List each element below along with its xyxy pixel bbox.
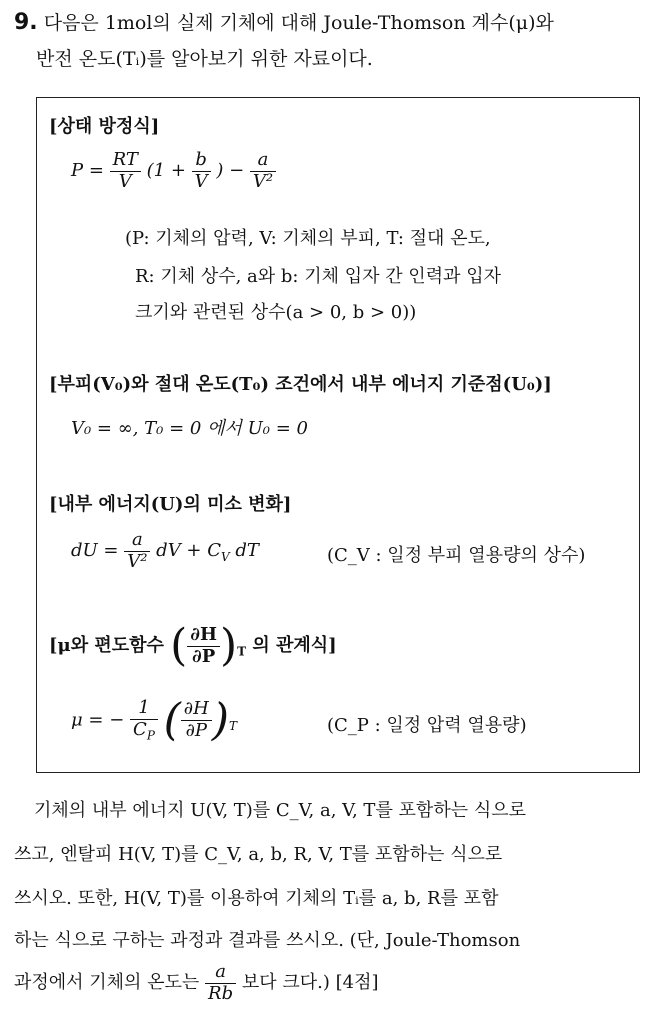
eq3-num: a bbox=[124, 530, 150, 552]
body-line-5 bbox=[14, 962, 378, 1004]
eq4-g-num: ∂H bbox=[181, 699, 212, 721]
eq4-g-den: ∂P bbox=[185, 720, 208, 742]
eq1-paren-open: (1 + bbox=[146, 160, 192, 182]
question-text-1: 다음은 1mol의 실제 기체에 대해 Joule-Thomson 계수(μ)와 bbox=[43, 12, 554, 34]
eq3-rest: dV + C bbox=[156, 540, 221, 562]
eq1-f1-num: RT bbox=[110, 150, 141, 172]
eq4-frac-1 bbox=[130, 698, 158, 743]
state-equation bbox=[71, 150, 276, 192]
section-title-mu-relation: [μ와 편도함수 ( $\frac{\partial H}{\partial P}$ )$_T$ 의 관계식] bbox=[49, 620, 337, 671]
eq4-lhs: μ = − bbox=[71, 709, 131, 731]
eq3-sub: V bbox=[221, 549, 230, 564]
eq4-note: (C_P : 일정 압력 열용량) bbox=[327, 715, 527, 736]
section4-frac-den: ∂P bbox=[192, 645, 216, 667]
body-line-2: 쓰고, 엔탈피 H(V, T)를 C_V, a, b, R, V, T를 포함하는 식으로 bbox=[14, 844, 503, 865]
eq1-f1-den: V bbox=[118, 170, 132, 192]
body-line-5-pre: 과정에서 기체의 온도는 bbox=[14, 972, 206, 994]
body-line-3: 쓰시오. 또한, H(V, T)를 이용하여 기체의 Tᵢ를 a, b, R를 포함 bbox=[14, 888, 499, 909]
eq4-f-num: 1 bbox=[130, 698, 158, 720]
data-box bbox=[36, 97, 640, 773]
section4-sub: T bbox=[237, 644, 247, 659]
body-frac-num: a bbox=[205, 962, 236, 984]
eq1-frac-a-v2 bbox=[250, 150, 276, 192]
section4-title-pre: [μ와 편도함수 bbox=[49, 635, 171, 656]
body-line-5-post: 보다 크다.) [4점] bbox=[241, 972, 379, 994]
definition-line-1: (P: 기체의 압력, V: 기체의 부피, T: 절대 온도, bbox=[125, 228, 491, 249]
body-line-4: 하는 식으로 구하는 과정과 결과를 쓰시오. (단, Joule-Thomson bbox=[14, 930, 521, 951]
eq1-frac-b-v bbox=[192, 150, 211, 192]
eq3-den: V² bbox=[127, 550, 148, 572]
eq3-frac bbox=[124, 530, 150, 572]
eq3-note: (C_V : 일정 부피 열용량의 상수) bbox=[327, 545, 586, 566]
question-line-2: 반전 온도(Tᵢ)를 알아보기 위한 자료이다. bbox=[36, 48, 373, 70]
eq3-lhs: dU = bbox=[71, 540, 125, 562]
section-title-reference-point: [부피(V₀)와 절대 온도(T₀) 조건에서 내부 에너지 기준점(U₀)] bbox=[49, 374, 552, 395]
eq4-f-den: $C_P$ bbox=[133, 718, 155, 743]
body-frac-den: Rb bbox=[208, 982, 234, 1004]
eq1-f2-den: V bbox=[194, 170, 208, 192]
eq1-frac-rt-v bbox=[110, 150, 141, 192]
eq1-f3-den: V² bbox=[252, 170, 274, 192]
definition-line-2: R: 기체 상수, a와 b: 기체 입자 간 인력과 입자 bbox=[135, 266, 501, 287]
reference-condition: V₀ = ∞, T₀ = 0 에서 U₀ = 0 bbox=[71, 418, 308, 439]
body-line-1: 기체의 내부 에너지 U(V, T)를 C_V, a, V, T를 포함하는 식으로 bbox=[34, 800, 526, 821]
eq1-f2-num: b bbox=[192, 150, 211, 172]
question-line-1 bbox=[14, 8, 554, 35]
eq4-frac-2 bbox=[181, 699, 212, 741]
internal-energy-equation bbox=[71, 530, 259, 572]
eq1-paren-close: ) − bbox=[216, 160, 250, 182]
definition-line-3: 크기와 관련된 상수(a > 0, b > 0)) bbox=[135, 302, 417, 323]
section-title-state-equation: [상태 방정식] bbox=[49, 116, 160, 137]
body-frac-a-rb bbox=[205, 962, 236, 1004]
section-title-internal-energy: [내부 에너지(U)의 미소 변화] bbox=[49, 494, 292, 515]
eq1-lhs: P = bbox=[71, 160, 110, 182]
section4-frac bbox=[187, 625, 220, 667]
section4-frac-num: ∂H bbox=[187, 625, 220, 647]
section4-title-post: 의 관계식] bbox=[252, 635, 337, 656]
mu-equation: μ = − $\frac{1}{C_P}$ ( $\frac{\partial H}{\partial P}$ )$_T$ bbox=[71, 694, 237, 746]
eq4-sub: T bbox=[228, 719, 237, 734]
eq3-rest2: dT bbox=[235, 540, 259, 562]
question-number: 9. bbox=[14, 10, 38, 35]
eq1-f3-num: a bbox=[250, 150, 276, 172]
